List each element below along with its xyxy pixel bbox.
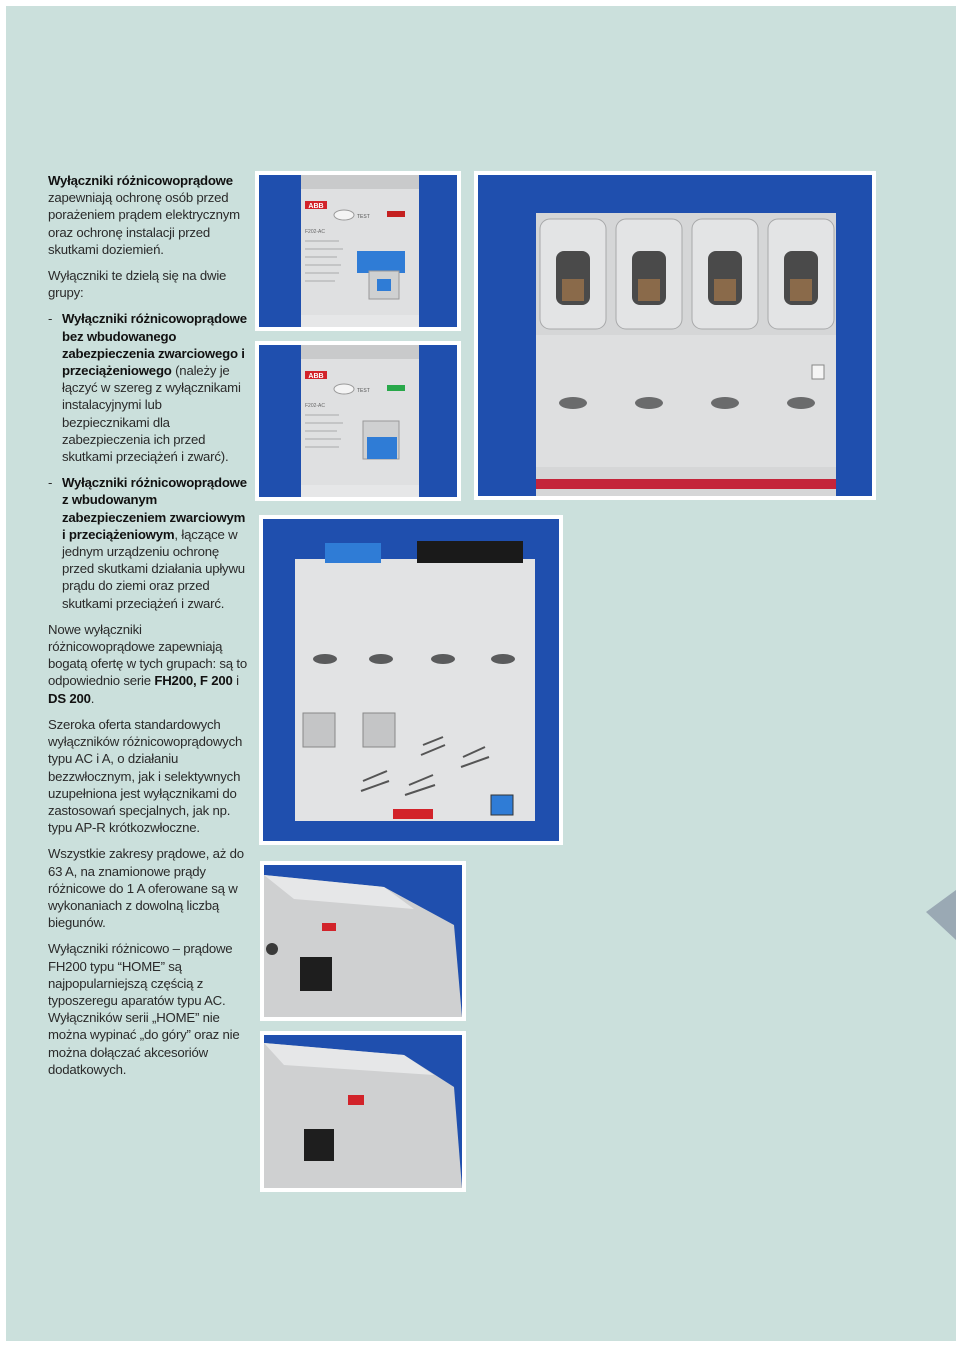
group-1-title: Wyłączniki różnicowoprądowe bez wbudowanego zabezpieczenia zwarciowego i przeciążeniowego bbox=[62, 311, 247, 379]
test-label: TEST bbox=[357, 388, 370, 394]
abb-logo-text: ABB bbox=[308, 373, 324, 380]
intro-paragraph bbox=[48, 172, 248, 258]
photo-rcd-ac-2 bbox=[255, 341, 461, 501]
home-paragraph: Wyłączniki różnicowo – prądowe FH200 typu “HOME” są najpopularniejszą częścią z typoszeregu aparatów typu AC. Wyłączników serii „HOME” nie można wypinać „do góry” oraz nie można dołączać akcesoriów dodatkowych. bbox=[48, 941, 240, 1077]
rcd-device-image-2 bbox=[259, 345, 457, 497]
model-label: F202-AC bbox=[305, 229, 326, 235]
home-device-detail-image bbox=[264, 865, 462, 1017]
dash-marker: - bbox=[48, 475, 53, 491]
series-text: Nowe wyłączniki różnicowoprądowe zapewniają bogatą ofertę w tych grupach: są to odpowiednio serie bbox=[48, 621, 247, 689]
abb-logo-text: ABB bbox=[308, 203, 324, 210]
edge-decoration bbox=[926, 890, 956, 940]
rcd-device-image bbox=[259, 175, 457, 327]
photo-rcbo-device bbox=[259, 515, 563, 845]
group-item-1 bbox=[48, 310, 248, 465]
intro-body: zapewniają ochronę osób przed porażeniem prądem elektrycznym oraz ochronę instalacji przed skutkami doziemień. bbox=[48, 190, 240, 257]
series-name-2: DS 200 bbox=[48, 690, 91, 706]
series-end: . bbox=[90, 690, 95, 706]
text-column bbox=[48, 172, 248, 1087]
dash-marker: - bbox=[48, 311, 53, 327]
four-pole-device-image bbox=[478, 175, 872, 496]
group-1-text: (należy je łączyć w szereg z wyłącznikami instalacyjnymi lub bezpiecznikami dla zabezpieczenia ich przed skutkami przeciążeń i zwarć). bbox=[62, 363, 241, 465]
photo-home-detail-2 bbox=[260, 1031, 466, 1192]
page bbox=[6, 6, 956, 1341]
intro-heading: Wyłączniki różnicowoprądowe bbox=[48, 173, 233, 188]
groups-intro: Wyłączniki te dzielą się na dwie grupy: bbox=[48, 268, 227, 301]
test-label: TEST bbox=[357, 214, 370, 220]
photo-4pole-rcd-top bbox=[474, 171, 876, 500]
home-device-detail-image-2 bbox=[264, 1035, 462, 1188]
photo-home-detail-1 bbox=[260, 861, 466, 1021]
group-2-title: Wyłączniki różnicowoprądowe z wbudowanym zabezpieczeniem zwarciowym i przeciążeniowym bbox=[62, 475, 247, 542]
series-name-1: FH200, F 200 bbox=[154, 673, 233, 689]
range-paragraph: Wszystkie zakresy prądowe, aż do 63 A, na znamionowe prądy różnicowe do 1 A oferowane są w wykonaniach z dowolną liczbą biegunów. bbox=[48, 846, 244, 931]
photo-rcd-ac-1 bbox=[255, 171, 461, 331]
group-item-2 bbox=[48, 474, 248, 612]
offer-paragraph: Szeroka oferta standardowych wyłączników różnicowoprądowych typu AC i A, o działaniu bezzwłocznym, jak i selektywnych uzupełniona jest wyłącznikami do zastosowań specjalnych, jak np. typu AP-R krótkozwłoczne. bbox=[48, 716, 243, 836]
series-mid: i bbox=[232, 673, 239, 689]
rcbo-device-image bbox=[263, 519, 559, 841]
group-2-text: , łączące w jednym urządzeniu ochronę przed skutkami działania upływu prądu do ziemi oraz przed skutkami przeciążeń i zwarć. bbox=[62, 526, 245, 611]
series-paragraph bbox=[48, 621, 248, 707]
model-label: F202-AC bbox=[305, 403, 326, 409]
